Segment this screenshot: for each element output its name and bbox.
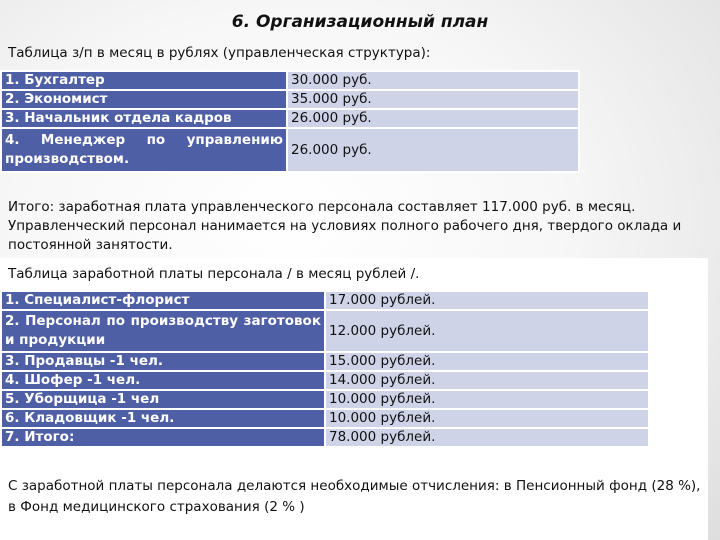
position-cell: 2. Экономист (1, 90, 287, 109)
table-row (1, 428, 649, 447)
table1-caption: Таблица з/п в месяц в рублях (управленческая структура): (8, 45, 431, 61)
staff-salary-table (0, 290, 650, 448)
salary-cell: 35.000 руб. (287, 90, 579, 109)
salary-cell: 17.000 рублей. (325, 291, 649, 310)
table-row (1, 310, 649, 352)
salary-cell: 15.000 рублей. (325, 352, 649, 371)
table-row (1, 90, 579, 109)
salary-cell: 30.000 руб. (287, 71, 579, 90)
position-cell: 4. Шофер -1 чел. (1, 371, 325, 390)
page-title: 6. Организационный план (231, 12, 489, 32)
position-cell: 6. Кладовщик -1 чел. (1, 409, 325, 428)
position-cell: 2. Персонал по производству заготовок и продукции (1, 310, 325, 352)
table-row (1, 371, 649, 390)
salary-cell: 26.000 руб. (287, 109, 579, 128)
table-row (1, 409, 649, 428)
summary-text: Итого: заработная плата управленческого персонала составляет 117.000 руб. в месяц. Управленческий персонал нанимается на условиях полного рабочего дня, твердого оклада и постоянной занятости. (8, 199, 682, 253)
management-salary-table (0, 70, 580, 173)
table-row (1, 390, 649, 409)
table-row (1, 291, 649, 310)
salary-cell: 14.000 рублей. (325, 371, 649, 390)
salary-cell: 10.000 рублей. (325, 409, 649, 428)
position-cell: 3. Начальник отдела кадров (1, 109, 287, 128)
table-row (1, 352, 649, 371)
salary-cell: 10.000 рублей. (325, 390, 649, 409)
position-cell: 1. Специалист-флорист (1, 291, 325, 310)
position-cell: 1. Бухгалтер (1, 71, 287, 90)
position-cell: 5. Уборщица -1 чел (1, 390, 325, 409)
total-value-cell: 78.000 рублей. (325, 428, 649, 447)
position-cell: 3. Продавцы -1 чел. (1, 352, 325, 371)
table2-caption: Таблица заработной платы персонала / в месяц рублей /. (8, 266, 420, 282)
table-row (1, 71, 579, 90)
salary-cell: 26.000 руб. (287, 128, 579, 172)
total-label-cell: 7. Итого: (1, 428, 325, 447)
table-row (1, 128, 579, 172)
table-row (1, 109, 579, 128)
staff-panel (0, 258, 708, 540)
position-cell: 4. Менеджер по управлению производством. (1, 128, 287, 172)
deductions-note: С заработной платы персонала делаются необходимые отчисления: в Пенсионный фонд (28 %), в Фонд медицинского страхования (2 % ) (8, 478, 701, 515)
salary-cell: 12.000 рублей. (325, 310, 649, 352)
